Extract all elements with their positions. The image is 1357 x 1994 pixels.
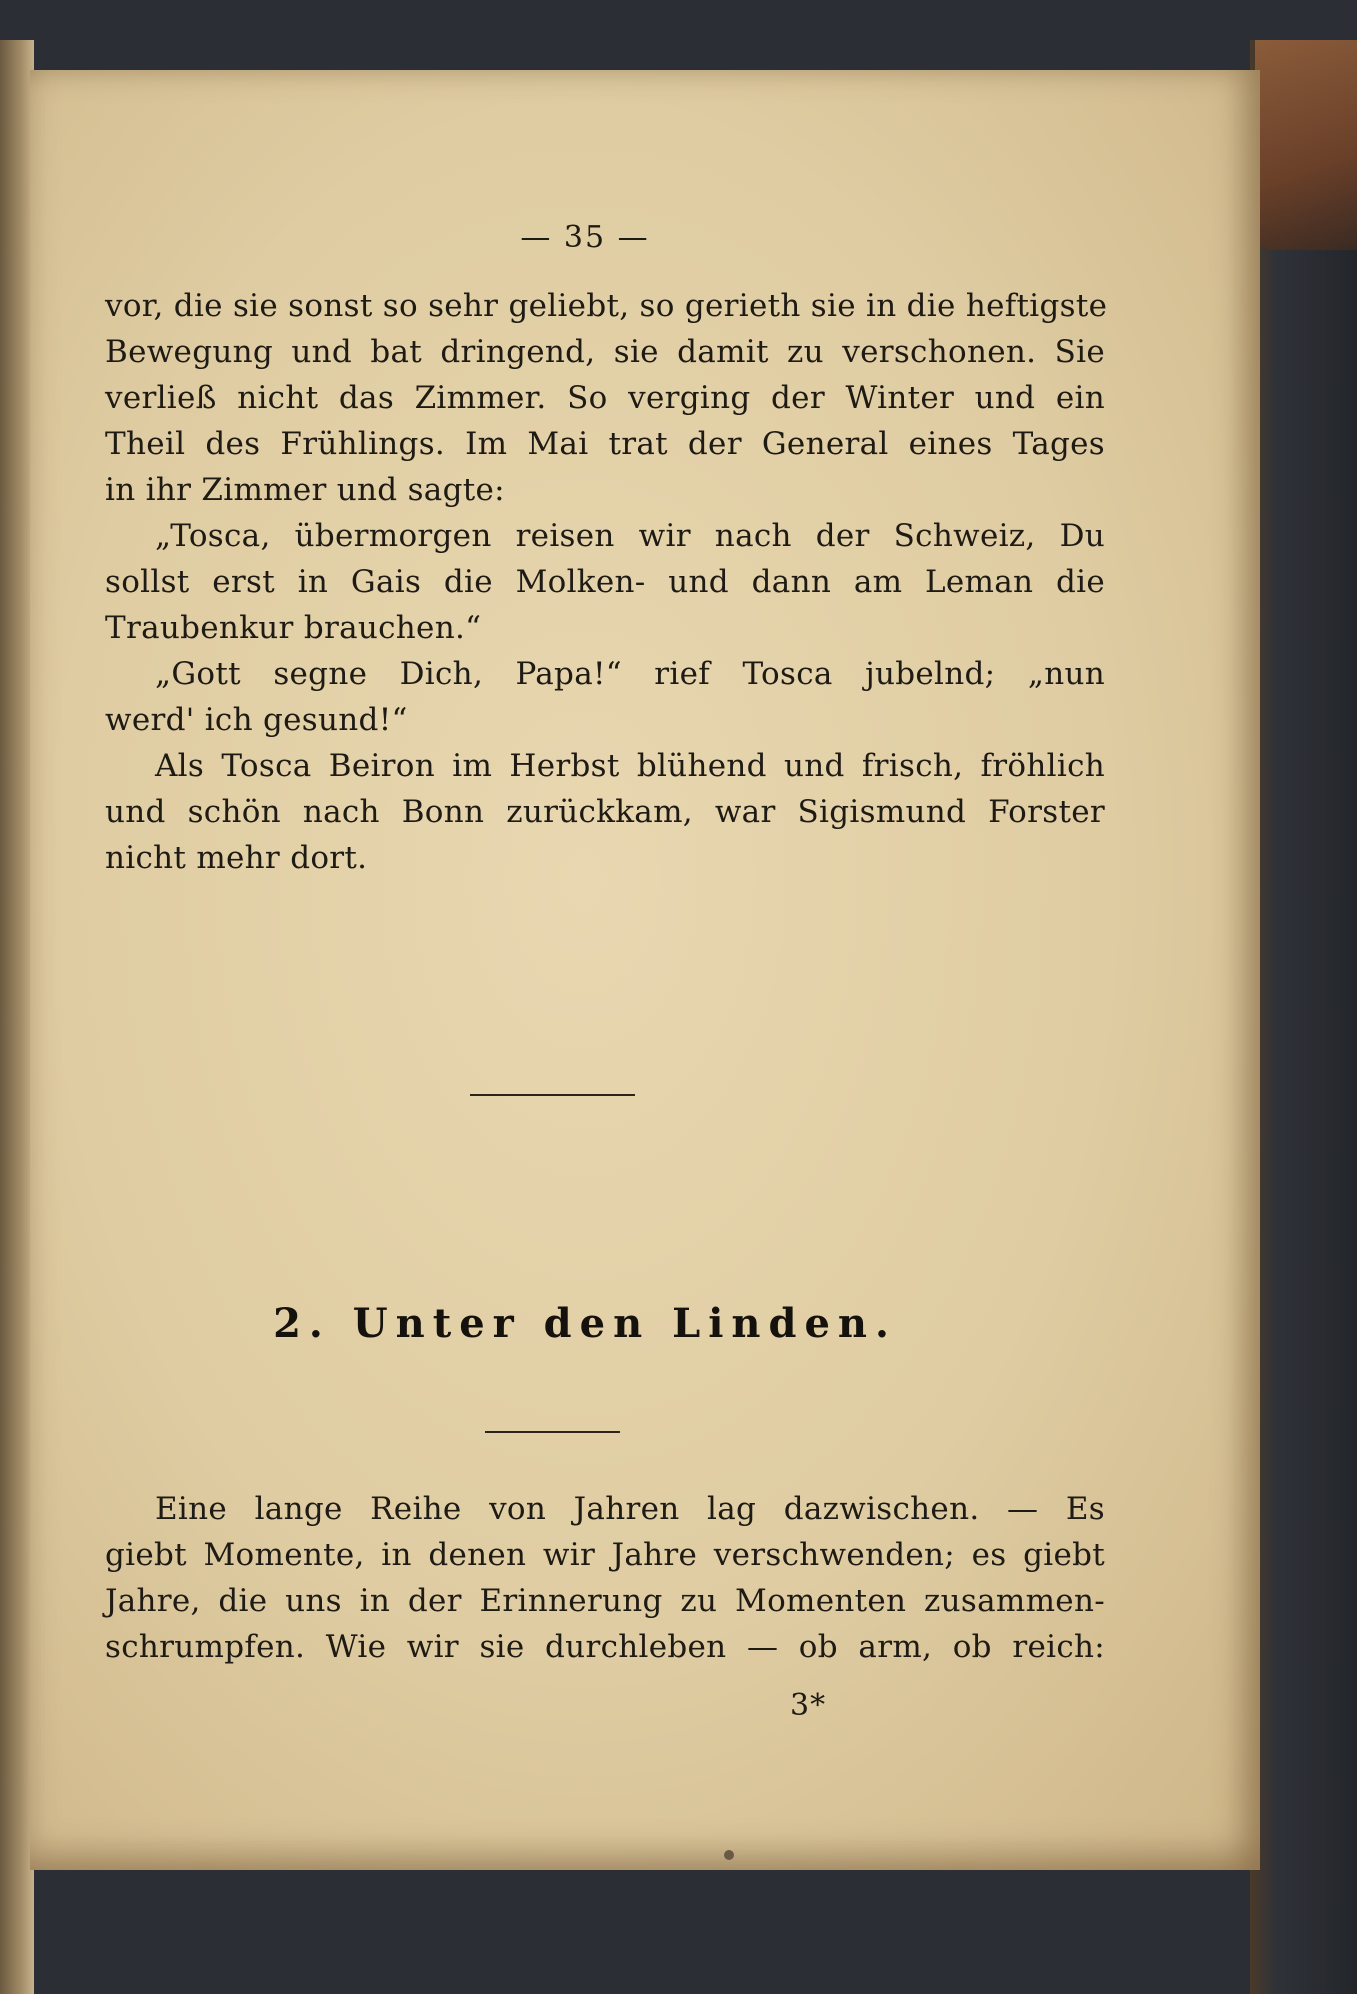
text-line: und schön nach Bonn zurückkam, war Sigismund Forster bbox=[105, 794, 1105, 830]
text-line: nicht mehr dort. bbox=[105, 840, 368, 876]
signature-mark: 3* bbox=[790, 1688, 827, 1723]
section-divider-rule bbox=[470, 1094, 635, 1096]
book-cover-edge bbox=[1250, 40, 1357, 1994]
text-block-top bbox=[105, 283, 1108, 881]
section-heading: 2. Unter den Linden. bbox=[273, 1300, 897, 1347]
text-line: werd' ich gesund!“ bbox=[105, 702, 408, 738]
page-number: — 35 — bbox=[520, 220, 650, 255]
text-line: vor, die sie sonst so sehr geliebt, so gerieth sie in die heftigste bbox=[105, 288, 1108, 324]
text-line: sollst erst in Gais die Molken- und dann am Leman die bbox=[105, 564, 1105, 600]
text-line: Als Tosca Beiron im Herbst blühend und frisch, fröhlich bbox=[155, 748, 1105, 784]
text-line: Bewegung und bat dringend, sie damit zu verschonen. Sie bbox=[105, 334, 1105, 370]
book-cover-corner bbox=[1255, 40, 1357, 250]
text-line: verließ nicht das Zimmer. So verging der Winter und ein bbox=[105, 380, 1105, 416]
heading-underline-rule bbox=[485, 1431, 620, 1433]
text-line: Theil des Frühlings. Im Mai trat der General eines Tages bbox=[105, 426, 1105, 462]
left-page-edge bbox=[0, 40, 34, 1994]
text-line: in ihr Zimmer und sagte: bbox=[105, 472, 505, 508]
page-sheet bbox=[30, 70, 1260, 1870]
text-line: „Gott segne Dich, Papa!“ rief Tosca jubelnd; „nun bbox=[155, 656, 1105, 692]
text-line: giebt Momente, in denen wir Jahre verschwenden; es giebt bbox=[105, 1537, 1105, 1573]
text-line: schrumpfen. Wie wir sie durchleben — ob arm, ob reich: bbox=[105, 1629, 1105, 1665]
text-line: Eine lange Reihe von Jahren lag dazwischen. — Es bbox=[155, 1491, 1105, 1527]
paper-speck bbox=[724, 1850, 734, 1860]
text-line: „Tosca, übermorgen reisen wir nach der Schweiz, Du bbox=[155, 518, 1105, 554]
text-line: Traubenkur brauchen.“ bbox=[105, 610, 482, 646]
text-block-bottom bbox=[105, 1486, 1105, 1670]
text-line: Jahre, die uns in der Erinnerung zu Momenten zusammen- bbox=[105, 1583, 1105, 1619]
